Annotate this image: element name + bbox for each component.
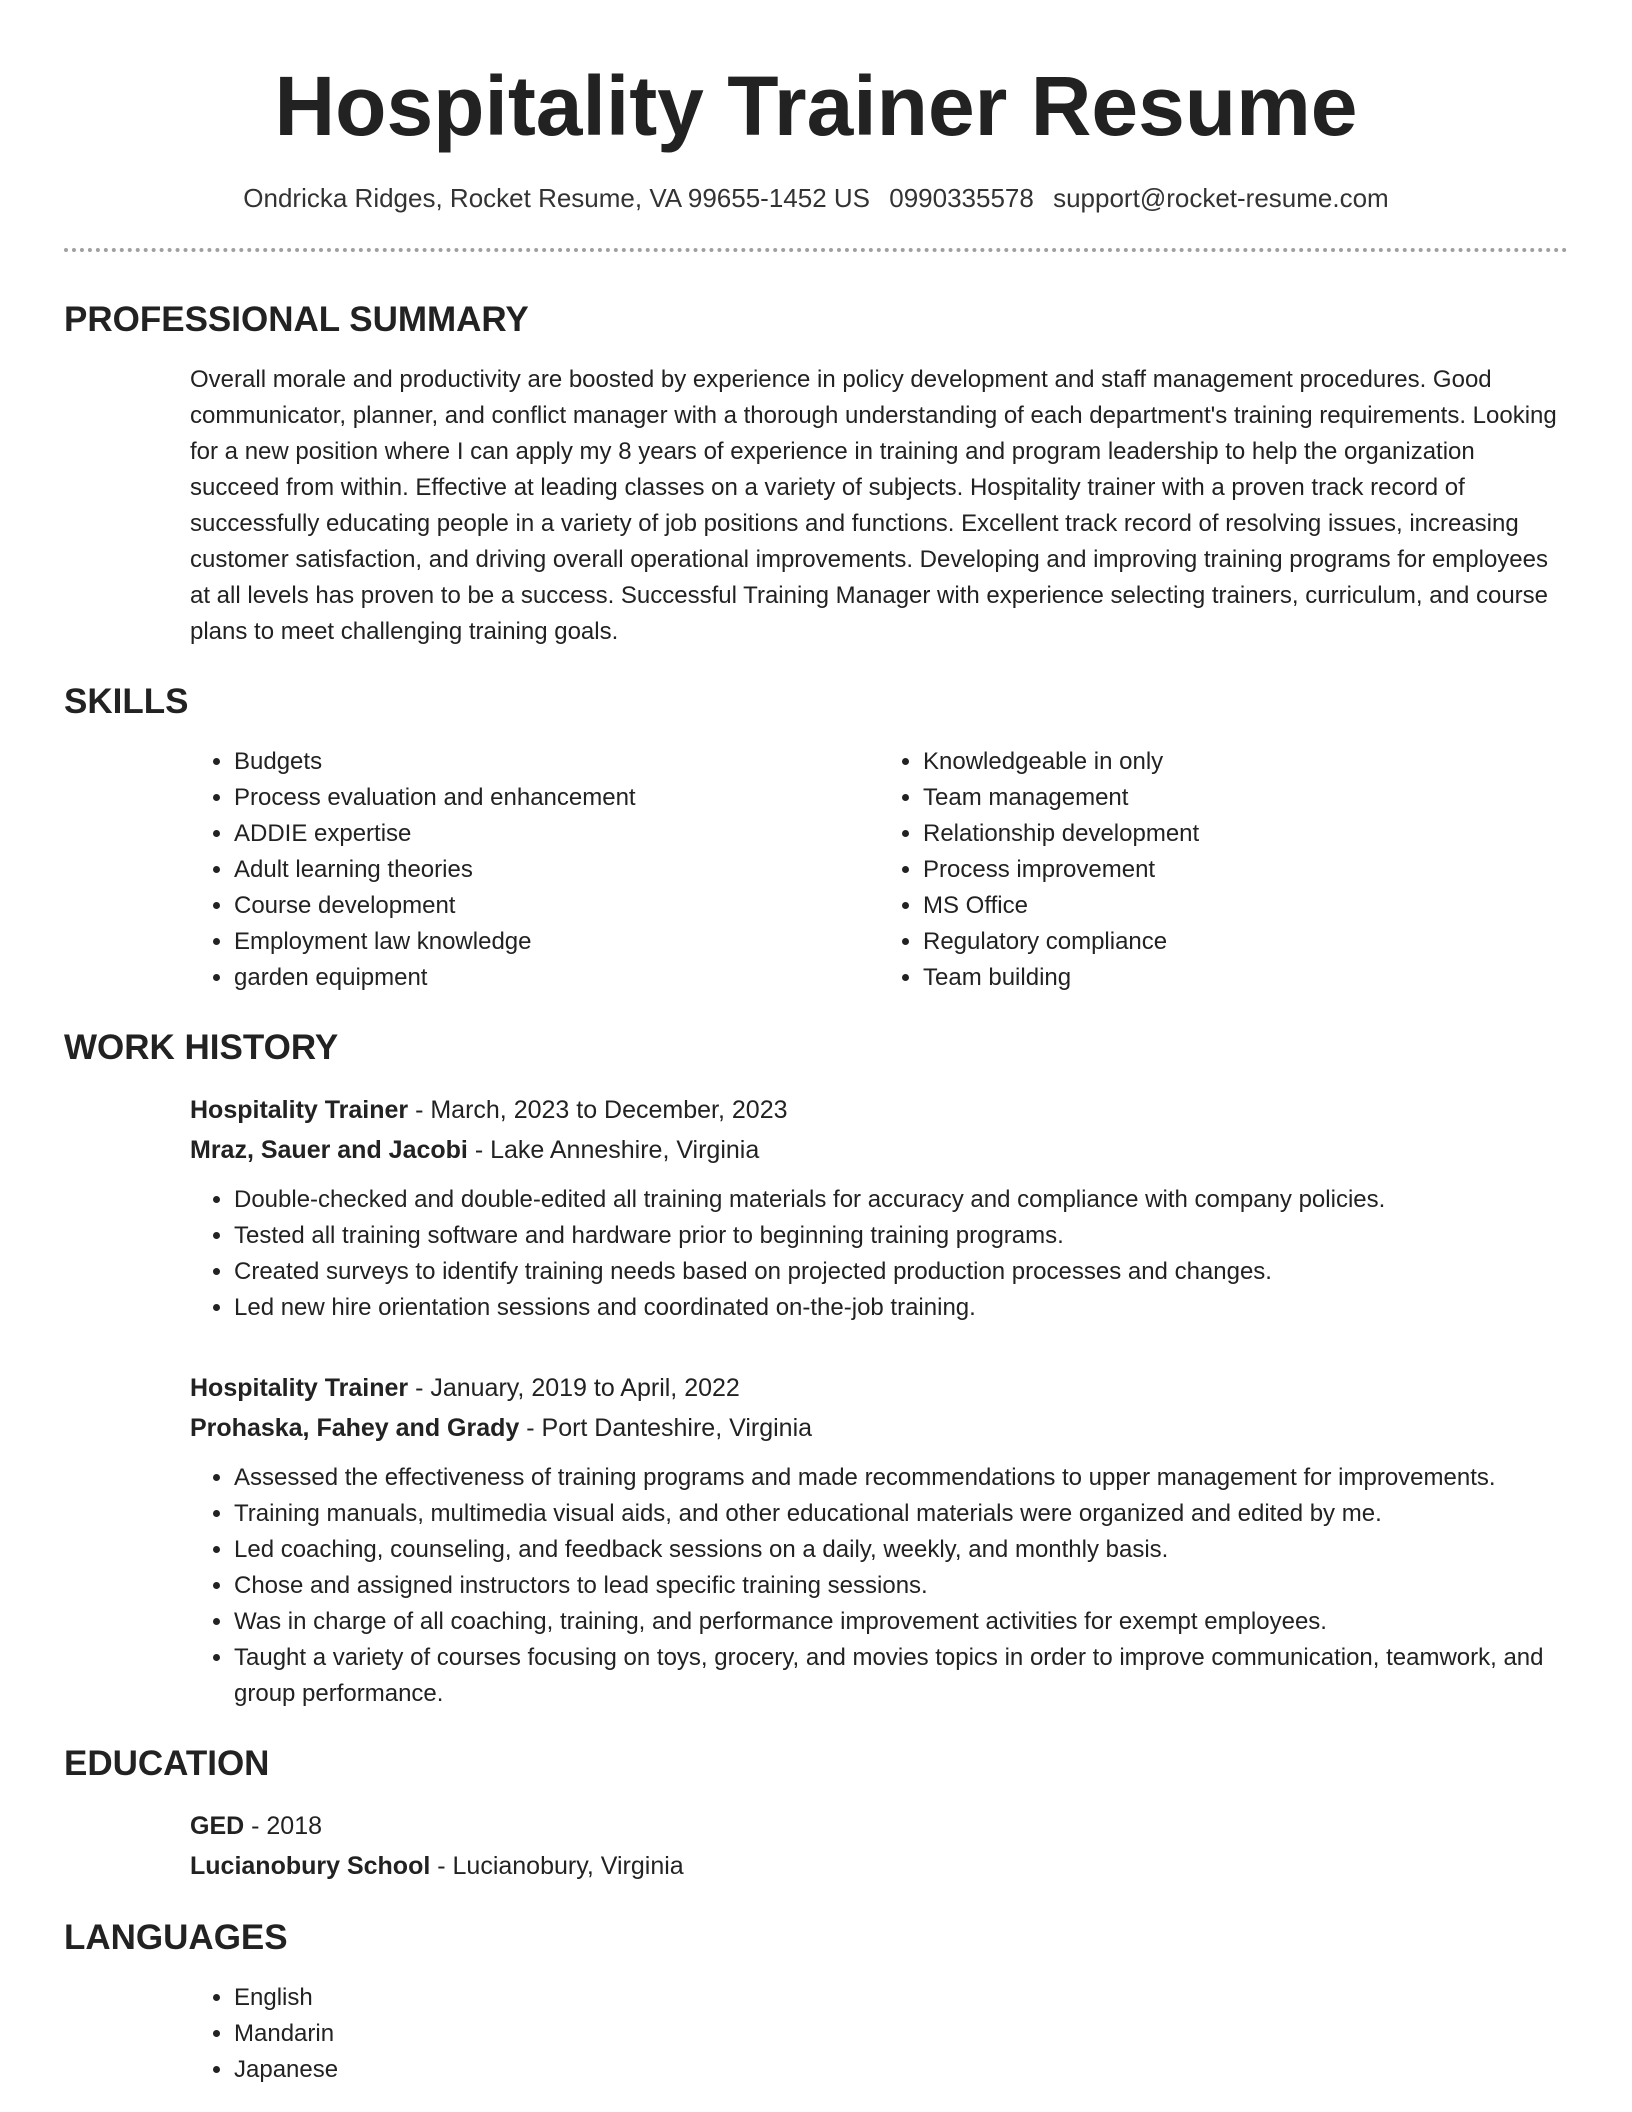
job-company: Prohaska, Fahey and Grady <box>190 1414 520 1442</box>
skill-item: • Course development <box>234 888 879 924</box>
language-item: • English <box>234 1980 1568 2016</box>
duty-item: • Led coaching, counseling, and feedback sessions on a daily, weekly, and monthly basis. <box>234 1532 1568 1568</box>
skill-item: • Adult learning theories <box>234 852 879 888</box>
duty-item: • Led new hire orientation sessions and coordinated on-the-job training. <box>234 1290 1568 1326</box>
job-duties <box>190 1182 1568 1326</box>
job-company: Mraz, Sauer and Jacobi <box>190 1136 468 1164</box>
job-company-line <box>190 1130 1568 1170</box>
contact-email: support@rocket-resume.com <box>1053 183 1389 213</box>
job-entry <box>190 1368 1568 1712</box>
skill-item: • Process improvement <box>923 852 1568 888</box>
skill-item: • Regulatory compliance <box>923 924 1568 960</box>
contact-line <box>64 180 1568 216</box>
work-history-heading: WORK HISTORY <box>64 1028 339 1067</box>
duty-item: • Chose and assigned instructors to lead specific training sessions. <box>234 1568 1568 1604</box>
job-location: - Port Danteshire, Virginia <box>519 1414 813 1442</box>
summary-text: Overall morale and productivity are boosted by experience in policy development and staff management procedures. Good communicator, planner, and conflict manager with a thorough understanding of each department's training requirements. Looking for a new position where I can apply my 8 years of experience in training and program leadership to help the organization succeed from within. Effective at leading classes on a variety of subjects. Hospitality trainer with a proven track record of successfully educating people in a variety of job positions and functions. Excellent track record of resolving issues, increasing customer satisfaction, and driving overall operational improvements. Developing and improving training programs for employees at all levels has proven to be a success. Successful Training Manager with experience selecting trainers, curriculum, and course plans to meet challenging training goals. <box>190 366 1557 645</box>
school-name: Lucianobury School <box>190 1852 431 1880</box>
job-title: Hospitality Trainer <box>190 1374 409 1402</box>
resume-title: Hospitality Trainer Resume <box>274 59 1358 153</box>
job-title: Hospitality Trainer <box>190 1096 409 1124</box>
language-item: • Mandarin <box>234 2016 1568 2052</box>
degree-line <box>190 1806 1568 1846</box>
languages-block <box>190 1980 1568 2088</box>
skill-item: • garden equipment <box>234 960 879 996</box>
skill-item: • Team management <box>923 780 1568 816</box>
duty-item: • Double-checked and double-edited all training materials for accuracy and compliance with company policies. <box>234 1182 1568 1218</box>
skill-item: • ADDIE expertise <box>234 816 879 852</box>
job-location: - Lake Anneshire, Virginia <box>467 1136 760 1164</box>
contact-address: Ondricka Ridges, Rocket Resume, VA 99655-1452 US <box>243 183 871 213</box>
duty-item: • Taught a variety of courses focusing on toys, grocery, and movies topics in order to improve communication, teamwork, and group performance. <box>234 1640 1568 1712</box>
duty-item: • Was in charge of all coaching, training, and performance improvement activities for exempt employees. <box>234 1604 1568 1640</box>
skills-columns <box>190 744 1568 996</box>
contact-phone: 0990335578 <box>889 183 1034 213</box>
skill-item: • Employment law knowledge <box>234 924 879 960</box>
skills-heading: SKILLS <box>64 682 189 721</box>
skill-item: • Relationship development <box>923 816 1568 852</box>
duty-item: • Training manuals, multimedia visual aids, and other educational materials were organized and edited by me. <box>234 1496 1568 1532</box>
degree-year: - 2018 <box>244 1812 323 1840</box>
skill-item: • Budgets <box>234 744 879 780</box>
job-duties <box>190 1460 1568 1712</box>
education-entry <box>190 1806 1568 1886</box>
job-title-line <box>190 1368 1568 1408</box>
header-divider <box>64 248 1568 252</box>
school-location: - Lucianobury, Virginia <box>430 1852 684 1880</box>
skills-list-left <box>190 744 879 996</box>
job-dates: - March, 2023 to December, 2023 <box>408 1096 788 1124</box>
skills-list-right <box>879 744 1568 996</box>
skill-item: • Team building <box>923 960 1568 996</box>
duty-item: • Assessed the effectiveness of training programs and made recommendations to upper management for improvements. <box>234 1460 1568 1496</box>
degree: GED <box>190 1812 245 1840</box>
school-line <box>190 1846 1568 1886</box>
job-dates: - January, 2019 to April, 2022 <box>408 1374 740 1402</box>
duty-item: • Created surveys to identify training needs based on projected production processes and changes. <box>234 1254 1568 1290</box>
languages-heading: LANGUAGES <box>64 1918 288 1957</box>
languages-list <box>190 1980 1568 2088</box>
skill-item: • Process evaluation and enhancement <box>234 780 879 816</box>
job-entry <box>190 1090 1568 1326</box>
skill-item: • Knowledgeable in only <box>923 744 1568 780</box>
skill-item: • MS Office <box>923 888 1568 924</box>
job-title-line <box>190 1090 1568 1130</box>
education-heading: EDUCATION <box>64 1744 270 1783</box>
duty-item: • Tested all training software and hardware prior to beginning training programs. <box>234 1218 1568 1254</box>
language-item: • Japanese <box>234 2052 1568 2088</box>
summary-heading: PROFESSIONAL SUMMARY <box>64 300 529 339</box>
job-company-line <box>190 1408 1568 1448</box>
